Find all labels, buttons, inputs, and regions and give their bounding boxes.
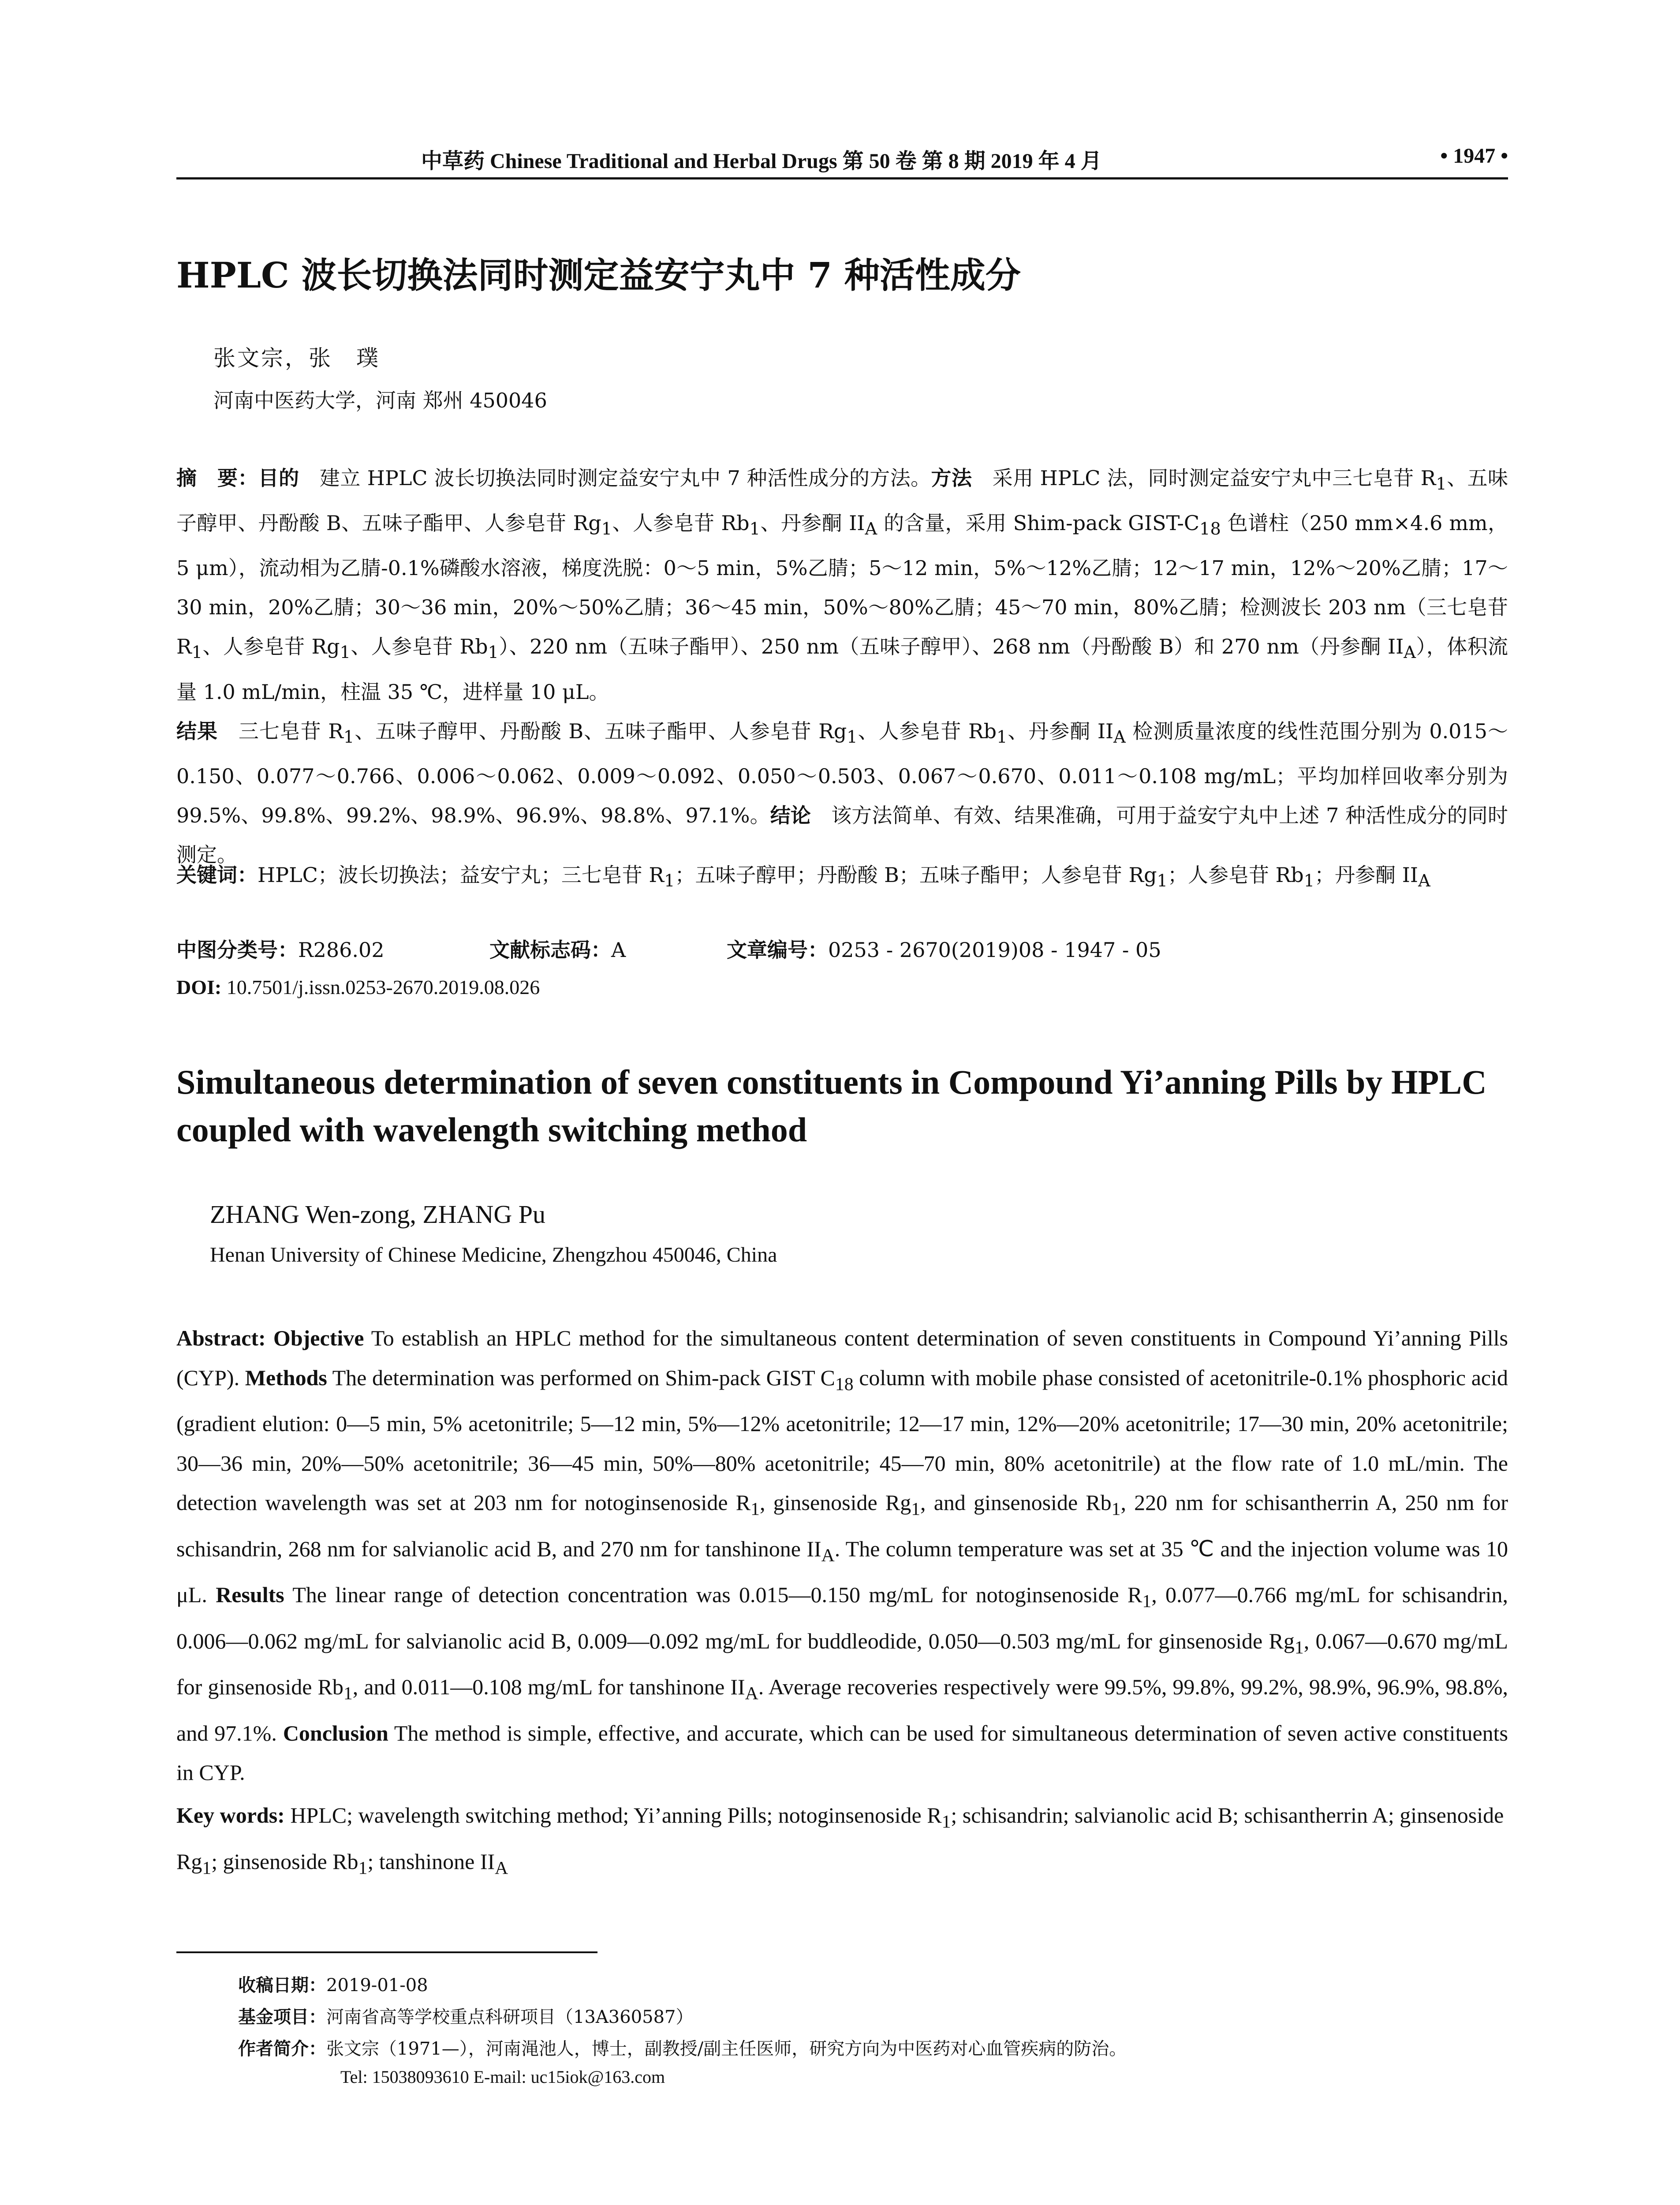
subscript: 1 xyxy=(343,727,355,747)
subscript: 1 xyxy=(997,727,1008,747)
methods-text: , 220 nm for schisantherrin A, 250 nm for schisandrin, 268 nm for salvianolic acid B, and 270 nm for tanshinone II xyxy=(176,1490,1508,1561)
methods-label: Methods xyxy=(245,1365,327,1390)
results-text: The linear range of detection concentration was 0.015—0.150 mg/mL for notoginsenoside R xyxy=(284,1582,1142,1607)
english-authors: ZHANG Wen-zong, ZHANG Pu xyxy=(210,1200,546,1229)
conclusion-text: 该方法简单、有效、结果准确，可用于益安宁丸中上述 7 种活性成分的同时测定。 xyxy=(176,803,1508,867)
methods-text: column with mobile phase consisted of acetonitrile-0.1% phosphoric acid (gradient elution: 0—5 min, 5% acetonitrile; 5—12 min, 5%—12% acetonitrile; 12—17 min, 12%—20% acetonitrile; 17—30 min, 20% acetonitrile; 30—36 min, 20%—50% acetonitrile; 36—45 min, 50%—80% acetonitrile; 45—70 min, 80% acetonitrile) at the flow rate of 1.0 mL/min. The detection wavelength was set at 203 nm for notoginsenoside R xyxy=(176,1365,1508,1515)
subscript: 1 xyxy=(1294,1637,1304,1658)
subscript: 1 xyxy=(601,519,612,539)
subscript: A xyxy=(495,1857,508,1878)
footnote-fund: 基金项目：河南省高等学校重点科研项目（13A360587） xyxy=(238,2007,694,2027)
subscript: 1 xyxy=(749,519,761,539)
methods-text: The determination was performed on Shim-pack GIST C xyxy=(327,1365,835,1390)
results-text: 、丹参酮 II xyxy=(1007,719,1114,743)
subscript: A xyxy=(1418,871,1430,891)
methods-text: , ginsenoside Rg xyxy=(759,1490,911,1515)
subscript: 18 xyxy=(1199,519,1221,539)
footnote-received: 收稿日期：2019-01-08 xyxy=(238,1975,428,1996)
methods-text: 采用 HPLC 法，同时测定益安宁丸中三七皂苷 R xyxy=(972,466,1436,490)
conclusion-text: The method is simple, effective, and accurate, which can be used for simultaneous determination of seven active constituents in CYP. xyxy=(176,1720,1508,1785)
keywords-text: ；五味子醇甲；丹酚酸 B；五味子酯甲；人参皂苷 Rg xyxy=(675,863,1157,887)
chinese-title: HPLC 波长切换法同时测定益安宁丸中 7 种活性成分 xyxy=(176,254,1021,296)
results-text: , 0.077—0.766 mg/mL for schisandrin, 0.006—0.062 mg/mL for salvianolic acid B, 0.009—0.092 mg/mL for buddleodide, 0.050—0.503 mg/mL for ginsenoside Rg xyxy=(176,1582,1508,1653)
abstract-objective-label: Abstract: Objective xyxy=(176,1326,364,1350)
keywords-label: Key words: xyxy=(176,1803,285,1828)
subscript: 1 xyxy=(941,1812,951,1832)
methods-text: ）、220 nm（五味子酯甲）、250 nm（五味子醇甲）、268 nm（丹酚酸 B）和 270 nm（丹参酮 II xyxy=(498,635,1404,659)
methods-text: 、人参皂苷 Rb xyxy=(350,635,488,659)
methods-text: . The column temperature was set at 35 ℃ and the injection volume was 10 μL. xyxy=(176,1536,1508,1607)
article-number: 文章编号：0253 - 2670(2019)08 - 1947 - 05 xyxy=(727,938,1161,962)
page-number: • 1947 • xyxy=(1440,144,1508,168)
methods-text: 的含量，采用 Shim-pack GIST-C xyxy=(877,511,1200,535)
keywords-text: ；丹参酮 II xyxy=(1314,863,1419,887)
subscript: 18 xyxy=(835,1374,854,1394)
objective-text: 建立 HPLC 波长切换法同时测定益安宁丸中 7 种活性成分的方法。 xyxy=(299,466,931,490)
keywords-text: ；人参皂苷 Rb xyxy=(1168,863,1304,887)
classification-line xyxy=(176,934,1508,969)
subscript: 1 xyxy=(202,1857,212,1878)
clc-number: 中图分类号：R286.02 xyxy=(176,938,385,962)
footnote-contact: Tel: 15038093610 E-mail: uc15iok@163.com xyxy=(340,2067,665,2087)
english-title: Simultaneous determination of seven constituents in Compound Yi’anning Pills by HPLC coupled with wavelength switching method xyxy=(176,1063,1487,1149)
subscript: A xyxy=(865,519,877,539)
conclusion-label: Conclusion xyxy=(283,1720,388,1745)
keywords-text: ; tanshinone II xyxy=(367,1849,495,1874)
chinese-abstract xyxy=(176,459,1508,875)
subscript: 1 xyxy=(1157,871,1168,891)
chinese-affiliation: 河南中医药大学，河南 郑州 450046 xyxy=(213,389,547,412)
results-text: , and 0.011—0.108 mg/mL for tanshinone II xyxy=(352,1674,745,1699)
document-code: 文献标志码：A xyxy=(489,938,626,962)
running-header xyxy=(176,140,1508,176)
english-abstract xyxy=(176,1319,1508,1793)
english-keywords xyxy=(176,1796,1508,1888)
subscript: A xyxy=(1113,727,1126,747)
subscript: 1 xyxy=(1303,871,1315,891)
conclusion-label: 结论 xyxy=(770,803,811,827)
methods-text: 、人参皂苷 Rb xyxy=(612,511,750,535)
methods-text: 、丹参酮 II xyxy=(760,511,865,535)
methods-label: 方法 xyxy=(931,466,972,490)
subscript: 1 xyxy=(358,1857,368,1878)
subscript: 1 xyxy=(191,643,203,663)
subscript: 1 xyxy=(911,1499,921,1519)
keywords-label: 关键词： xyxy=(176,863,258,887)
results-text: 三七皂苷 R xyxy=(217,719,343,743)
keywords-text: HPLC; wavelength switching method; Yi’anning Pills; notoginsenoside R xyxy=(284,1803,942,1828)
subscript: 1 xyxy=(343,1683,353,1704)
subscript: A xyxy=(745,1683,758,1704)
doi: DOI: 10.7501/j.issn.0253-2670.2019.08.026 xyxy=(176,976,540,998)
keywords-text: HPLC；波长切换法；益安宁丸；三七皂苷 R xyxy=(258,863,665,887)
results-text: 、人参皂苷 Rb xyxy=(857,719,997,743)
abstract-label: 摘 要： xyxy=(176,466,258,490)
results-label: 结果 xyxy=(176,719,218,743)
subscript: A xyxy=(1404,643,1416,663)
subscript: 1 xyxy=(488,643,499,663)
subscript: 1 xyxy=(847,727,858,747)
results-text: 、五味子醇甲、丹酚酸 B、五味子酯甲、人参皂苷 Rg xyxy=(354,719,847,743)
chinese-keywords xyxy=(176,856,1508,901)
keywords-text: ; schisandrin; salvianolic acid B; schisantherrin A; ginsenoside Rg xyxy=(176,1803,1504,1874)
objective-text: To establish an HPLC method for the simultaneous content determination of seven constituents in Compound Yi’anning Pills (CYP). xyxy=(176,1326,1508,1390)
results-text: . Average recoveries respectively were 99.5%, 99.8%, 99.2%, 98.9%, 96.9%, 98.8%, and 97.1%. xyxy=(176,1674,1508,1745)
english-affiliation: Henan University of Chinese Medicine, Zhengzhou 450046, China xyxy=(210,1243,777,1267)
subscript: 1 xyxy=(664,871,675,891)
subscript: 1 xyxy=(340,643,351,663)
subscript: 1 xyxy=(1142,1591,1152,1611)
journal-info: 中草药 Chinese Traditional and Herbal Drugs 第 50 卷 第 8 期 2019 年 4 月 xyxy=(421,149,1102,173)
results-text: , 0.067—0.670 mg/mL for ginsenoside Rb xyxy=(176,1628,1508,1699)
results-label: Results xyxy=(216,1582,284,1607)
keywords-text: ; ginsenoside Rb xyxy=(211,1849,358,1874)
methods-text: 、人参皂苷 Rg xyxy=(202,635,340,659)
methods-text: , and ginsenoside Rb xyxy=(920,1490,1112,1515)
footnote-rule xyxy=(176,1951,597,1953)
results-text: 检测质量浓度的线性范围分别为 0.015～0.150、0.077～0.766、0.006～0.062、0.009～0.092、0.050～0.503、0.067～0.670、0.011～0.108 mg/mL；平均加样回收率分别为 99.5%、99.8%、99.2%、98.9%、96.9%、98.8%、97.1%。 xyxy=(176,719,1508,827)
subscript: 1 xyxy=(1436,474,1447,494)
methods-text: 色谱柱（250 mm×4.6 mm，5 μm），流动相为乙腈-0.1%磷酸水溶液，梯度洗脱：0～5 min，5%乙腈；5～12 min，5%～12%乙腈；12～17 min，12%～20%乙腈；17～30 min，20%乙腈；30～36 min，20%～50%乙腈；36～45 min，50%～80%乙腈；45～70 min，80%乙腈；检测波长 203 nm（三七皂苷 R xyxy=(176,511,1508,659)
footnote-author: 作者简介：张文宗（1971—），河南渑池人，博士，副教授/副主任医师，研究方向为中医药对心血管疾病的防治。 xyxy=(238,2038,1127,2059)
methods-text: ），体积流量 1.0 mL/min，柱温 35 ℃，进样量 10 μL。 xyxy=(176,635,1508,704)
subscript: 1 xyxy=(750,1499,760,1519)
chinese-authors: 张文宗，张 璞 xyxy=(213,345,380,371)
subscript: A xyxy=(821,1545,835,1566)
subscript: 1 xyxy=(1111,1499,1121,1519)
objective-label: 目的 xyxy=(258,466,299,490)
methods-text: 、五味子醇甲、丹酚酸 B、五味子酯甲、人参皂苷 Rg xyxy=(176,466,1508,535)
header-rule xyxy=(176,177,1508,179)
